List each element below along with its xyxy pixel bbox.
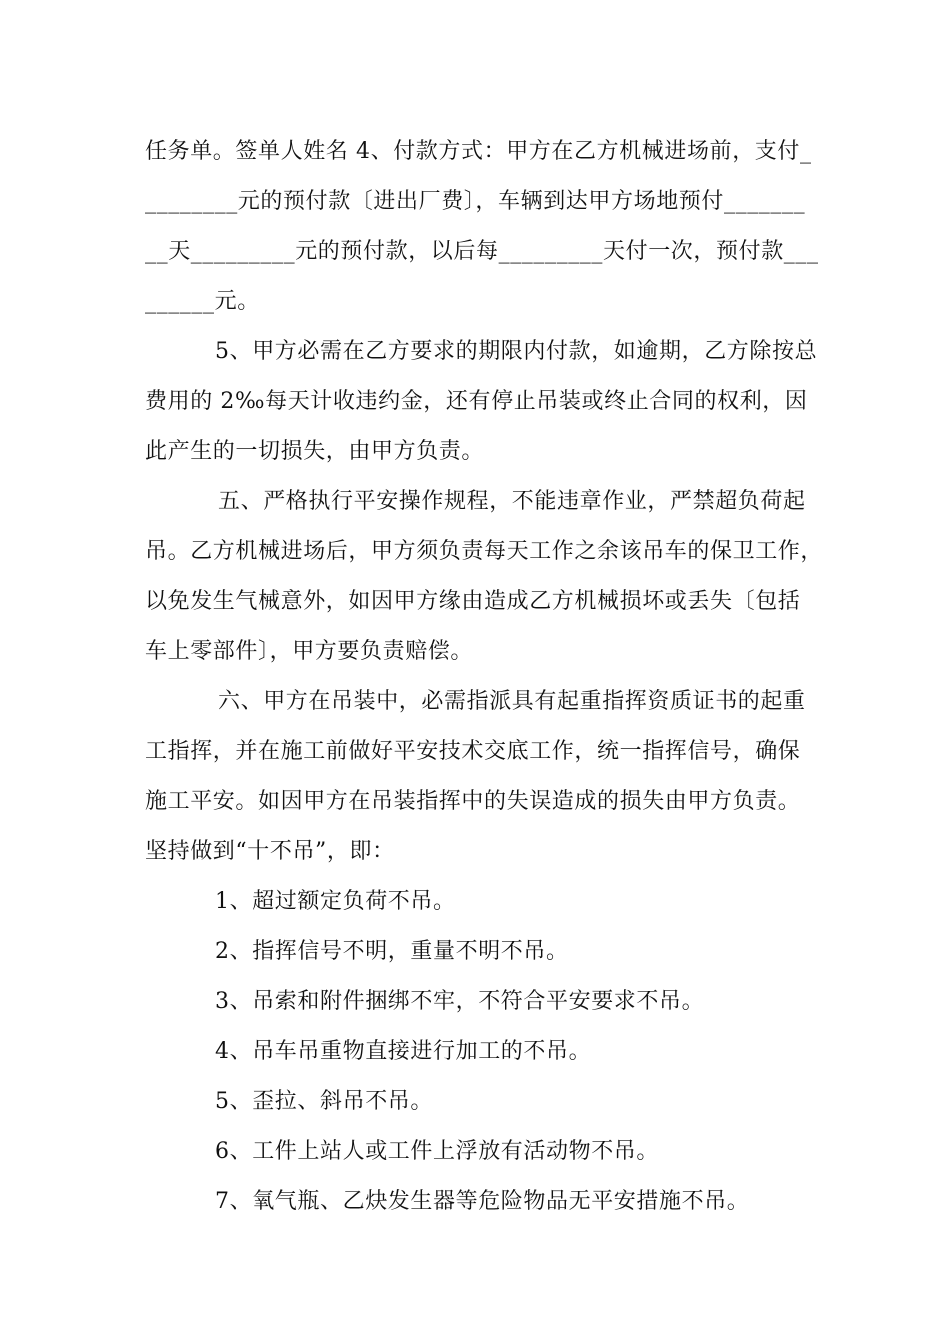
text-line: ______元。 — [145, 289, 260, 314]
clause-heading-five: 五、严格执行平安操作规程，不能违章作业，严禁超负荷起 — [218, 489, 806, 514]
text-line: 费用的 2‰每天计收违约金，还有停止吊装或终止合同的权利，因 — [145, 389, 808, 414]
text-line: 车上零部件〕，甲方要负责赔偿。 — [145, 639, 474, 664]
text-line: ________元的预付款〔进出厂费〕，车辆到达甲方场地预付_______ — [145, 189, 806, 214]
list-item: 3、吊索和附件捆绑不牢，不符合平安要求不吊。 — [215, 989, 705, 1014]
list-item: 4、吊车吊重物直接进行加工的不吊。 — [215, 1039, 592, 1064]
text-line: 坚持做到“十不吊”，即： — [145, 839, 395, 864]
clause-heading-six: 六、甲方在吊装中，必需指派具有起重指挥资质证书的起重 — [218, 689, 806, 714]
text-line: 工指挥，并在施工前做好平安技术交底工作，统一指挥信号，确保 — [145, 739, 801, 764]
list-item: 5、歪拉、斜吊不吊。 — [215, 1089, 433, 1114]
list-item: 1、超过额定负荷不吊。 — [215, 889, 456, 914]
text-line: 施工平安。如因甲方在吊装指挥中的失误造成的损失由甲方负责。 — [145, 789, 801, 814]
list-item: 2、指挥信号不明，重量不明不吊。 — [215, 939, 569, 964]
list-item: 7、氧气瓶、乙炔发生器等危险物品无平安措施不吊。 — [215, 1189, 750, 1214]
paragraph-start: 5、甲方必需在乙方要求的期限内付款，如逾期，乙方除按总 — [215, 339, 818, 364]
text-line: 此产生的一切损失，由甲方负责。 — [145, 439, 485, 464]
text-line: 以免发生气械意外，如因甲方缘由造成乙方机械损坏或丢失〔包括 — [145, 589, 801, 614]
text-line: 吊。乙方机械进场后，甲方须负责每天工作之余该吊车的保卫工作， — [145, 539, 824, 564]
list-item: 6、工件上站人或工件上浮放有活动物不吊。 — [215, 1139, 659, 1164]
text-line: 任务单。签单人姓名 4、付款方式：甲方在乙方机械进场前，支付_ — [145, 139, 812, 164]
text-line: __天_________元的预付款，以后每_________天付一次，预付款___ — [145, 239, 819, 264]
